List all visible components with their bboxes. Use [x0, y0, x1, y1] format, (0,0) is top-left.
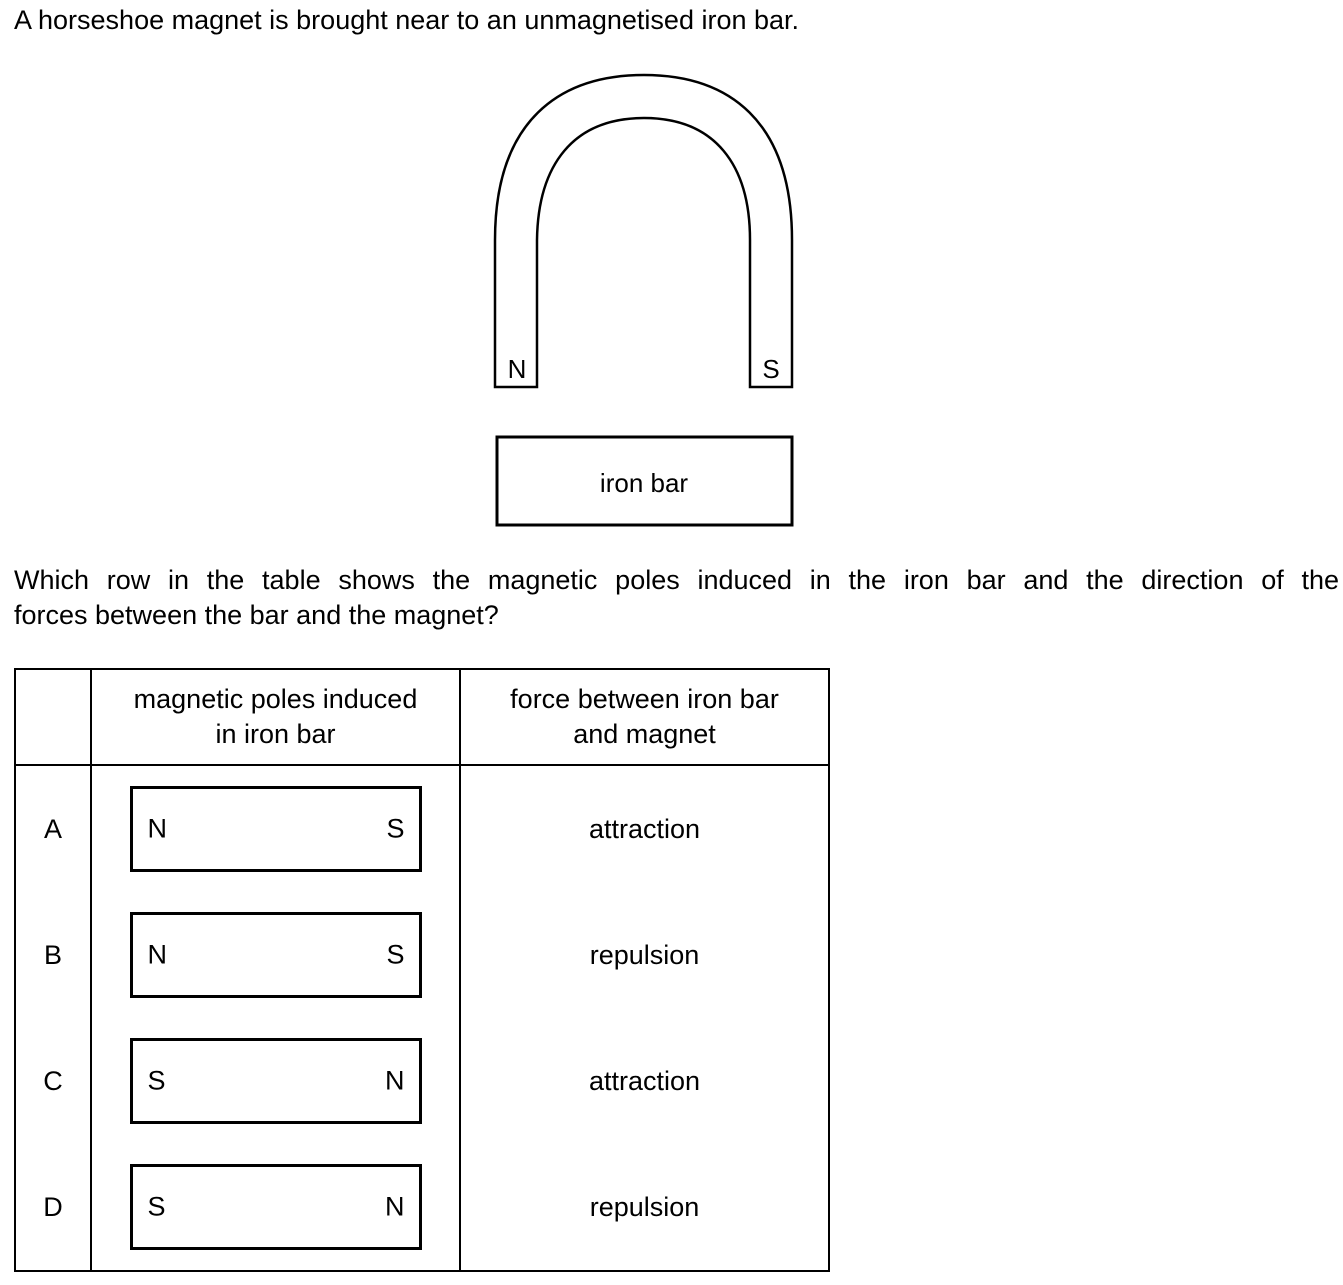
- force-cell: repulsion: [460, 1144, 829, 1271]
- header-poles-line-1: magnetic poles induced: [133, 684, 418, 714]
- bar-right-pole: N: [385, 1065, 405, 1096]
- poles-cell: [91, 1018, 460, 1144]
- header-force-line-2: and magnet: [573, 719, 716, 749]
- header-poles-line-2: in iron bar: [215, 719, 336, 749]
- table-row-b: [15, 892, 829, 1018]
- intro-text: A horseshoe magnet is brought near to an unmagnetised iron bar.: [14, 5, 800, 35]
- question-text: [14, 563, 1339, 633]
- answer-table: [14, 668, 830, 1272]
- iron-bar-option: [130, 1038, 422, 1124]
- iron-bar-option: [130, 1164, 422, 1250]
- poles-cell: [91, 1144, 460, 1271]
- force-cell: attraction: [460, 765, 829, 892]
- bar-left-pole: N: [147, 813, 167, 844]
- header-blank: [15, 669, 91, 765]
- header-force-line-1: force between iron bar: [510, 684, 779, 714]
- row-letter: B: [15, 892, 91, 1018]
- iron-bar-label: iron bar: [599, 468, 689, 498]
- question-line-1: Which row in the table shows the magnetic poles induced in the iron bar and the direction of the: [14, 565, 1339, 595]
- row-letter: C: [15, 1018, 91, 1144]
- bar-left-pole: S: [147, 1191, 166, 1222]
- iron-bar-option: [130, 912, 422, 998]
- row-letter: D: [15, 1144, 91, 1271]
- bar-right-pole: S: [386, 939, 405, 970]
- poles-cell: [91, 892, 460, 1018]
- question-line-2: forces between the bar and the magnet?: [14, 600, 499, 630]
- poles-cell: [91, 765, 460, 892]
- horseshoe-magnet-diagram: [0, 0, 1343, 540]
- bar-right-pole: N: [385, 1191, 405, 1222]
- table-header-row: [15, 669, 829, 765]
- horseshoe-magnet: [495, 75, 792, 387]
- force-cell: attraction: [460, 1018, 829, 1144]
- iron-bar-option: [130, 786, 422, 872]
- table-row-a: [15, 765, 829, 892]
- table-row-c: [15, 1018, 829, 1144]
- header-force: [460, 669, 829, 765]
- bar-left-pole: S: [147, 1065, 166, 1096]
- bar-left-pole: N: [147, 939, 167, 970]
- header-poles: [91, 669, 460, 765]
- magnet-south-pole-label: S: [762, 354, 780, 384]
- row-letter: A: [15, 765, 91, 892]
- force-cell: repulsion: [460, 892, 829, 1018]
- bar-right-pole: S: [386, 813, 405, 844]
- table-row-d: [15, 1144, 829, 1271]
- magnet-north-pole-label: N: [507, 354, 527, 384]
